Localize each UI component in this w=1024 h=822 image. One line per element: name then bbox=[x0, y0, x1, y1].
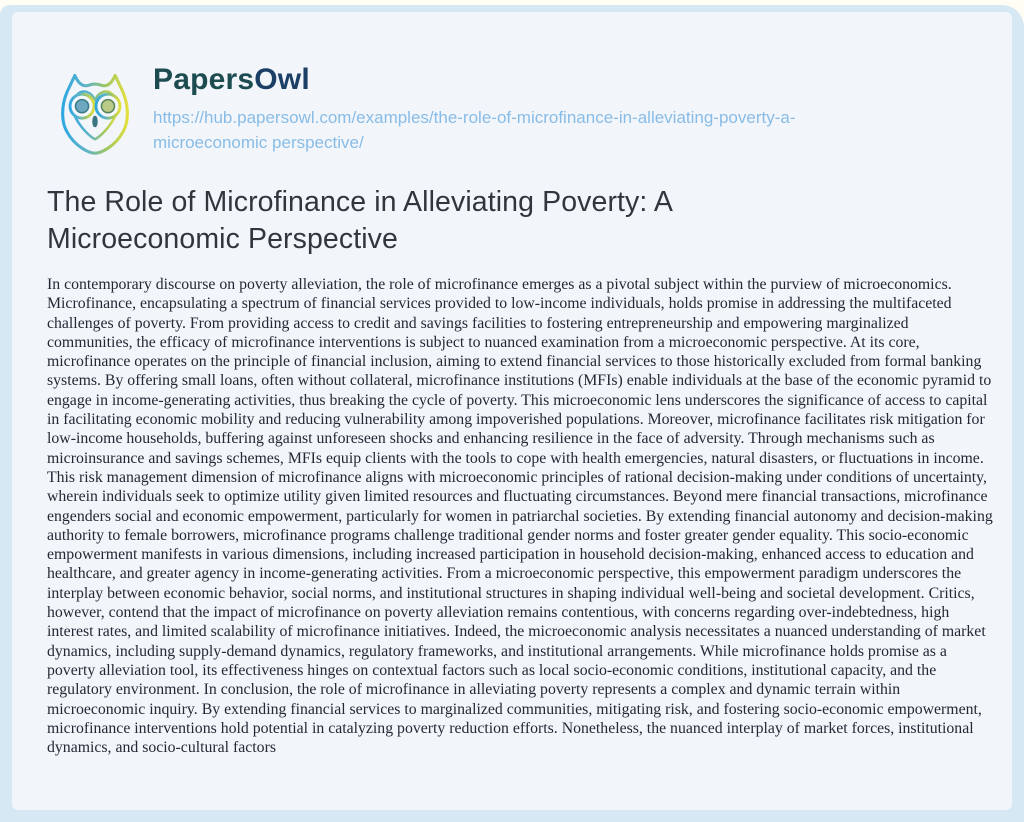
site-header bbox=[47, 60, 990, 160]
papersowl-owl-logo-icon bbox=[47, 60, 143, 160]
page-title: The Role of Microfinance in Alleviating Poverty: A Microeconomic Perspective bbox=[47, 186, 672, 255]
source-url-link[interactable]: https://hub.papersowl.com/examples/the-role-of-microfinance-in-alleviating-poverty-a-microeconomic perspective/ bbox=[153, 108, 796, 152]
header-text bbox=[153, 60, 895, 155]
article-body: In contemporary discourse on poverty alleviation, the role of microfinance emerges as a pivotal subject within the purview of microeconomics. Microfinance, encapsulating a spectrum of financial services provided to low-income individuals, holds promise in addressing the multifaceted challenges of poverty. From providing access to credit and savings facilities to fostering entrepreneurship and empowering marginalized communities, the efficacy of microfinance interventions is subject to nuanced examination from a microeconomic perspective. At its core, microfinance operates on the principle of financial inclusion, aiming to extend financial services to those historically excluded from formal banking systems. By offering small loans, often without collateral, microfinance institutions (MFIs) enable individuals at the base of the economic pyramid to engage in income-generating activities, thus breaking the cycle of poverty. This microeconomic lens underscores the significance of access to capital in facilitating economic mobility and reducing vulnerability among impoverished populations. Moreover, microfinance facilitates risk mitigation for low-income households, buffering against unforeseen shocks and enhancing resilience in the face of adversity. Through mechanisms such as microinsurance and savings schemes, MFIs equip clients with the tools to cope with health emergencies, natural disasters, or fluctuations in income. This risk management dimension of microfinance aligns with microeconomic principles of rational decision-making under conditions of uncertainty, wherein individuals seek to optimize utility given limited resources and fluctuating circumstances. Beyond mere financial transactions, microfinance engenders social and economic empowerment, particularly for women in patriarchal societies. By extending financial autonomy and decision-making authority to female borrowers, microfinance programs challenge traditional gender norms and foster greater gender equality. This socio-economic empowerment manifests in various dimensions, including increased participation in household decision-making, enhanced access to education and healthcare, and greater agency in income-generating activities. From a microeconomic perspective, this empowerment paradigm underscores the interplay between economic behavior, social norms, and institutional structures in shaping individual well-being and societal development. Critics, however, contend that the impact of microfinance on poverty alleviation remains contentious, with concerns regarding over-indebtedness, high interest rates, and limited scalability of microfinance initiatives. Indeed, the microeconomic analysis necessitates a nuanced understanding of market dynamics, including supply-demand dynamics, regulatory frameworks, and institutional arrangements. While microfinance holds promise as a poverty alleviation tool, its effectiveness hinges on contextual factors such as local socio-economic conditions, institutional capacity, and the regulatory environment. In conclusion, the role of microfinance in alleviating poverty represents a complex and dynamic terrain within microeconomic inquiry. By extending financial services to marginalized communities, mitigating risk, and fostering socio-economic empowerment, microfinance interventions hold potential in catalyzing poverty reduction efforts. Nonetheless, the nuanced interplay of market forces, institutional dynamics, and socio-cultural factors bbox=[47, 276, 993, 757]
content-card bbox=[12, 12, 1012, 810]
brand-part-papers: Papers bbox=[153, 63, 255, 96]
brand-name bbox=[153, 63, 895, 97]
brand-part-owl: Owl bbox=[254, 63, 310, 96]
page-background bbox=[0, 5, 1024, 822]
